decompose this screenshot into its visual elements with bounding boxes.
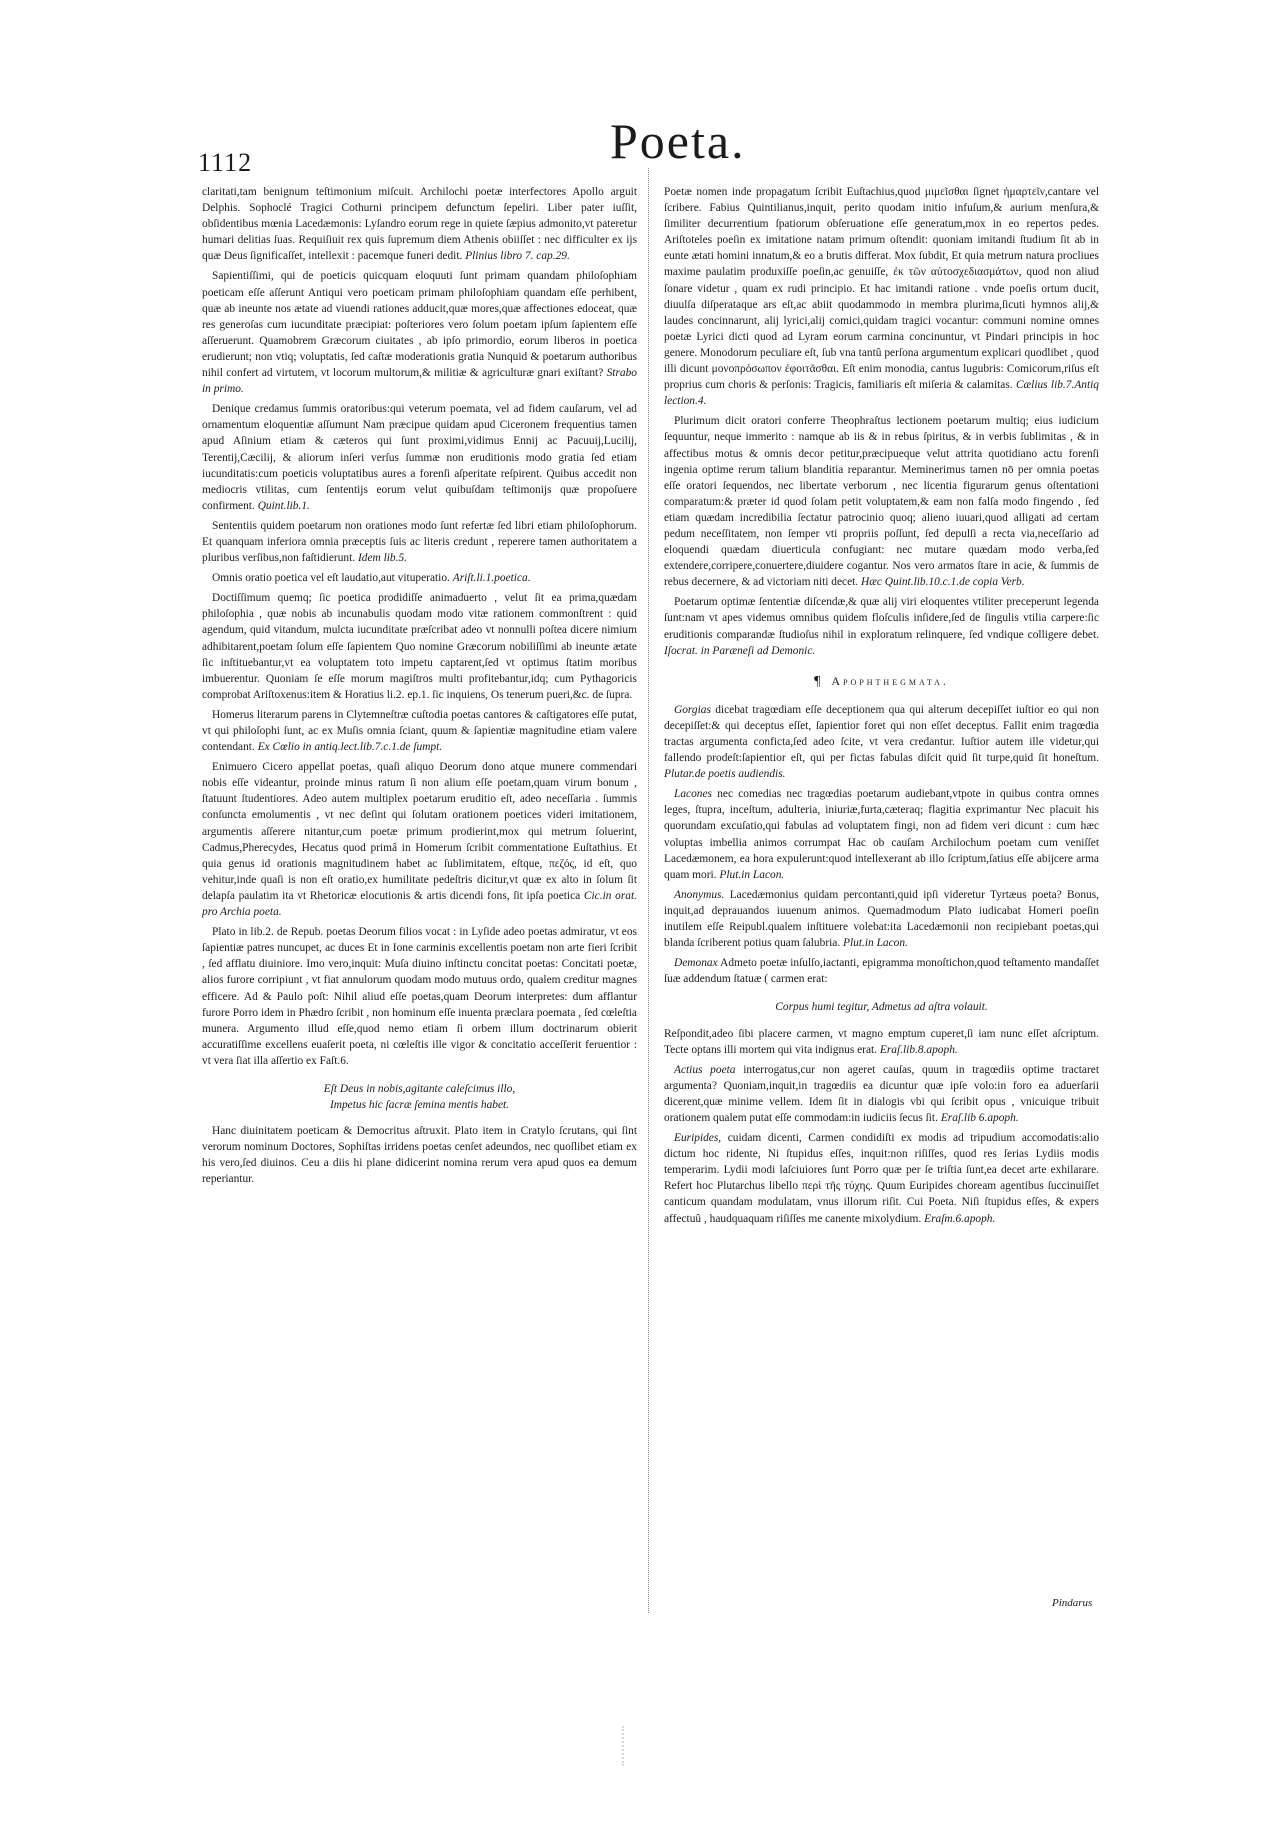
citation: Eraſ.lib 6.apoph. [940, 1111, 1019, 1124]
catchword: Pindarus [1052, 1597, 1093, 1609]
speaker: Lacones [674, 788, 712, 801]
paragraph: Sententiis quidem poetarum non orationes modo ſunt refertæ ſed libri etiam philoſophorum. Et quanquam inferiora omnia præceptis ſuis ac literis credunt , reperere tamen authoritatem a pluribus verſibus,non faſtidierunt. Idem lib.5. [202, 519, 637, 565]
citation: Idem lib.5. [357, 552, 408, 565]
speaker: Gorgias [674, 703, 711, 716]
speaker: Actius poeta [674, 1063, 736, 1076]
paragraph: Plurimum dicit oratori conferre Theophraſtus lectionem poetarum multiq; eius iudicium ſequuntur, neque immerito : namque ab iis & in rebus ſpiritus, & in verbis ſublimitas , & in affectibus motus & omnis decor petitur,præcipueque velut attrita quotidiano actu forenſi ingenia optime rerum talium blanditia reparantur. Meminerimus tamen nō per omnia poetas eſſe oratori ſequendos, nec libertate verborum , nec licentia figurarum genus oſtentationi comparatum:& præter id quod ſolam petit voluptatem,& eam non falſa modo fingendo , ſed etiam quædam incredibilia ſectatur patrocinio quoq; alieno iuuari,quod alligati ad certam pedum neceſſitatem, non ſemper vti propriis poſſunt, ſed depulſi a recta via,neceſſario ad eloquendi quædam diuerticula confugiant: nec mutare quædam modo verba,ſed extendere,corripere,conuertere,diuidere cogantur. Nos vero armatos ſtare in acie, & ſummis de rebus decernere, & ad victoriam niti decet. Hæc Quint.lib.10.c.1.de copia Verb. [664, 415, 1099, 589]
verse-quotation: Corpus humi tegitur, Admetus ad aſtra volauit. [775, 1001, 988, 1014]
left-column [202, 184, 637, 1192]
citation: Ariſt.li.1.poetica. [452, 572, 531, 585]
paragraph: Homerus literarum parens in Clytemneſtræ cuſtodia poetas cantores & caſtigatores eſſe putat, vt qui philoſophi ſunt, ac ex Muſis omnia ſciant, quum & ſapientiæ magnitudine etiam valere contendant. Ex Cœlio in antiq.lect.lib.7.c.1.de ſumpt. [202, 708, 637, 754]
verse-line: Impetus hic ſacræ ſemina mentis habet. [329, 1099, 510, 1112]
paragraph: Reſpondit,adeo ſibi placere carmen, vt magno emptum cuperet,ſi iam nunc eſſet aſcriptum. Tecte optans illi mortem qui vita indignus erat. Eraſ.lib.8.apoph. [664, 1027, 1099, 1056]
paragraph: Plato in lib.2. de Repub. poetas Deorum filios vocat : in Lyſide adeo poetas admiratur, vt eos ſapientiæ patres nuncupet, ac duces Et in Ione carminis excellentis poetam non arte fieri ſcribit , ſed afflatu diuiniore. Imo vero,inquit: Muſa diuino inſtinctu concitat poetas: Concitati poetæ, alios furore corripiunt , vt fiat annulorum quodam modo mutuus ordo, qualem creditur magnes efficere. Ad & Paulo poſt: Nihil aliud eſſe poetas,quam Deorum interpretes: dum afflantur furore Porro idem in Phædro ſcribit , non hominum eſſe inuenta præclara poemata , ſed cœleſtia munera. Argumento illud eſſe,quod nemo etiam ſi orbem illum doctrinarum obierit accuratiſſime excellens euaſerit poeta, ni cœleſtis ille vigor & concitatio acceſſerit feruentior : vt vera ſiat illa aſſertio ex Faſt.6. [202, 926, 637, 1067]
citation: Plut.in Lacon. [843, 937, 908, 950]
apophthegm: Demonax Admeto poetæ inſulſo,iactanti, epigramma monoſtichon,quod teſtamento mandaſſet ſuæ addendum ſtatuæ ( carmen erat: [664, 957, 1099, 986]
page-number: 1112 [198, 148, 253, 177]
paragraph: Enimuero Cicero appellat poetas, quaſi aliquo Deorum dono atque munere commendari nobis eſſe videantur, proinde minus ratum ſi non alium eſſe poetam,quam virum bonum , ſtatuunt ſtudentiores. Adeo autem multiplex poetarum eruditio eſt, adeo neceſſaria . ſummis conſuncta emolumentis , vt nec deſint qui ſolutam orationem poetices videri imitationem, argumentis aſſerere nitantur,cum poetæ primum prodierint,mox qui metrum ſoluerint, Cadmus,Pherecydes, Hecatus quod primâ in Homerum ſcribit commentatione Euſtathius. Et quia genus id orationis magnitudinem habet ac ſublimitatem, eſtque, πεζός, id eſt, quo vehitur,inde quaſi is non eſt oratio,ex humilitate pedeſtris dicitur,vt quæ ex alto in ſolum ſit delapſa paulatim ita vt Rhetoricæ elocutionis & artis dicendi fons, ſit ipſa poetica Cic.in orat. pro Archia poeta. [202, 761, 637, 919]
paragraph: Poetarum optimæ ſententiæ diſcendæ,& quæ alij viri eloquentes vtiliter preceperunt legenda ſunt:nam vt apes videmus omnibus quidem floſculis inſidere,ſed de ſingulis vtilia carpere:ſic eruditionis comparandæ ſtudioſus nihil in exploratum relinquere, ſed vndique colligere debet. Iſocrat. in Paræneſi ad Demonic. [664, 596, 1099, 657]
running-title: Poeta. [610, 113, 746, 169]
apophthegm: Lacones nec comedias nec tragœdias poetarum audiebant,vtpote in quibus contra omnes leges, ſtupra, inceſtum, adulteria, iniuriæ,furta,cæteraq; flagitia exprimantur Nec placuit his quorundam excuſatio,qui fabulas ad voluptatem fingi, non ad fidem veri dicunt : cum hæc voluptas imbellia animos corrumpat Hac ob cauſam Archilochum poetam cum veniſſet Lacedæmonem, ea hora expulerunt:quod intellexerant ab illo ſcriptum,ſatius eſſe abijcere arma quam mori. Plut.in Lacon. [664, 788, 1099, 881]
citation: Ex Cœlio in antiq.lect.lib.7.c.1.de ſumpt. [257, 741, 443, 754]
citation: Plutar.de poetis audiendis. [664, 768, 786, 781]
paragraph: claritati,tam benignum teſtimonium miſcuit. Archilochi poetæ interfectores Apollo arguit Delphis. Sophoclé Tragici Cothurni principem defunctum ſepeliri. Liber pater iuſſit, obſidentibus mœnia Lacedæmonis: Lyſandro eorum rege in quiete ſæpius admonito,vt pateretur humari delitias ſuas. Requiſiuit rex quis ſupremum diem Athenis obiiſſet : nec difficulter ex ijs quæ Deus ſignificaſſet, intellexit : pacemque funeri dedit. Plinius libro 7. cap.29. [202, 186, 637, 263]
citation: Cic.in orat. pro Archia poeta. [202, 889, 637, 919]
speaker: Demonax [674, 957, 718, 970]
citation: Cælius lib.7.Antiq lection.4. [664, 379, 1099, 408]
pilcrow-icon: ¶ [814, 673, 824, 689]
verse-line: Eſt Deus in nobis,agitante caleſcimus illo, [323, 1082, 516, 1095]
citation: Strabo in primo. [202, 367, 637, 396]
paragraph: Sapientiſſimi, qui de poeticis quicquam eloquuti ſunt primam quandam philoſophiam poeticam eſſe aſſerunt Antiqui vero poeticam primam philoſophiam quandam eſſe perhibent, quæ ab ineunte nos ætate ad viuendi rationes adducit,quæ mores,quæ affectiones edoceat, quæ res generoſas cum iucunditate præcipiat: poſteriores vero ſolum poetam ipſum ſapientem eſſe aſſeruerunt. Quamobrem Græcorum ciuitates , ab ipſo primordio, eorum liberos in poetica erudierunt; non vtiq; voluptatis, ſed caſtæ moderationis gratia Nunquid & poetarum authoribus nihil confert ad virtutem, vt locorum multorum,& militiæ & agriculturæ gnari exiſtant? Strabo in primo. [202, 270, 637, 396]
citation: Eraſ.lib.8.apoph. [879, 1043, 958, 1056]
paragraph: Doctiſſimum quemq; ſic poetica prodidiſſe animaduerto , velut ſit ea prima,quædam philoſophia , quæ nobis ab incunabulis quodam modo vitæ rationem commonſtrent : quid agendum, quid vitandum, mulcta iucunditate præſcribat adeo vt nonnulli poſtea dicere nimium adhibitarent,poetam ſolum eſſe ſapientem Quo nomine Græcorum nobiliſſimi ab ineunte ætate ſic inſtituebantur,vt ea voluptatem toto impetu captarent,ſed vt optimus ſtatim moribus imbuerentur. Quoniam ſe eſſe morum magiſtros multi profitebantur,idq; cum Pythagoricis comprobat Ariſtoxenus:item & Horatius li.2. ep.1. ſic inquiens, Os tenerum pueri,&c. de ſupra. [202, 592, 637, 701]
citation: Hæc Quint.lib.10.c.1.de copia Verb. [861, 576, 1025, 589]
verse-quotation [202, 1081, 637, 1113]
citation: Eraſm.6.apoph. [924, 1212, 996, 1225]
citation: Quint.lib.1. [257, 499, 310, 512]
apophthegm: Anonymus. Lacedæmonius quidam percontanti,quid ipſi videretur Tyrtæus poeta? Bonus, inquit,ad deprauandos iuuenum animos. Quemadmodum Plato iudicabat Homeri poeſin inutilem eſſe Reipubl.qualem inſtituere volebat:ita Lacedæmonii non recipiebant poetas,qui blanda ſcriberent potius quam ſalubria. Plut.in Lacon. [664, 888, 1100, 950]
apophthegm: Gorgias dicebat tragœdiam eſſe deceptionem qua qui alterum decepiſſet iuſtior eo qui non decepiſſet:& qui deceptus eſſet, ſapientior foret qui non eſſet deceptus. Fallit enim tragœdia tractas argumenta conficta,ſed adeo ſcite, vt vera credantur. Iuſtior autem ille videtur,qui fallendo prodeſt:ſapientior eſt, qui per fictas fabulas diſcit quid ſit turpe,quid ſit honeſtum. Plutar.de poetis audiendis. [664, 703, 1099, 781]
citation: Plut.in Lacon. [719, 868, 785, 881]
paper-blemish [622, 1726, 636, 1766]
citation: Plinius libro 7. cap.29. [465, 250, 570, 263]
right-column [664, 184, 1099, 1231]
paragraph: Hanc diuinitatem poeticam & Democritus aſtruxit. Plato item in Cratylo ſcrutans, qui ſint verorum nominum Doctores, Sophiſtas irridens poetas cenſet adeundos, nec quoſlibet etiam ex his vero,ſed diuinos. Ceu a diis hi plane didicerint nomina rerum vera apud quos ea demum reperiantur. [202, 1125, 637, 1186]
paragraph: Omnis oratio poetica vel eſt laudatio,aut vituperatio. Ariſt.li.1.poetica. [212, 572, 531, 585]
apophthegm: Actius poeta interrogatus,cur non ageret cauſas, quum in tragœdiis optime tractaret argumenta? Quoniam,inquit,in tragœdiis ea dicuntur quæ ipſe volo:in foro ea aduerſarii dicerent,quæ minime vellem. Idem ſit in dialogis vbi qui ſcribit opus , vnicuique tribuit orationem qualem putat eſſe commodam:in iudiciis ſecus ſit. Eraſ.lib 6.apoph. [664, 1063, 1099, 1124]
speaker: Anonymus. [674, 888, 725, 901]
paragraph: Poetæ nomen inde propagatum ſcribit Euſtachius,quod μιμεῖσθαι ſignet ἡμαρτεῖν,cantare vel ſcribere. Fabius Quintilianus,inquit, perito quodam initio infuſum,& aurium menſura,& ſimiliter decurrentium ſpatiorum obſeruatione eſſe generatum,mox in eo repertos pedes. Ariſtoteles poeſin ex imitatione natam primum oſtendit: quoniam imitandi ſtudium ſit ab in eunte ætati homini innatum,& eo a brutis differat. Mox ſubdit, Et quia metrum natura procliues maxime paulatim produxiſſe poeſin,ac genuiſſe, ἐκ τῶν αὐτοσχεδιασμάτων, quod non aliud ſonare videtur , quam ex rudi principio. Et hac imitandi ratione . vnde poeſis ortum ducit, diuulſa diſperataque ars eſt,ac abiit quodammodo in membra plurima,ſicuti hymnos alij,& laudes concinnarunt, alij lyrici,alij comici,quidam tragici vocantur: communi nomine omnes poetæ Lyrici dicti quod ad Lyram eorum carmina concinuntur, vt Pindari principis in hoc genere. Monodorum peculiare eſt, ſub vna tantû perſona argumentum explicari quodlibet , quod illi dicunt μονοπρόσωπον ἐφοιτᾶσθαι. Eſt enim monodia, cantus lugubris: Comicorum,riſus eſt proprius cum choris & perſonis: Tragicis, familiaris eſt miſeria & calamitas. Cælius lib.7.Antiq lection.4. [664, 186, 1099, 408]
section-heading: ¶ Apophthegmata. [814, 673, 949, 689]
speaker: Euripides, [674, 1132, 722, 1145]
paragraph: Denique credamus ſummis oratoribus:qui veterum poemata, vel ad fidem cauſarum, vel ad ornamentum eloquentiæ aſſumunt Nam præcipue quidam apud Ciceronem frequentius tamen apud Aſinium etiam & cæteros qui ſunt proximi,vidimus Ennij ac Pacuuij,Lucilij, Terentij,Cæcilij, & aliorum inſeri verſus ſummæ non eruditionis modo gratia ſed etiam iucunditatis:cum poeticis voluptatibus aures a forenſi aſperitate reſpirent. Quibus accedit non mediocris vtilitas, cum ſententijs eorum velut quibuſdam teſtimonijs quæ propoſuere confirment. Quint.lib.1. [202, 403, 637, 512]
column-divider [648, 168, 649, 1613]
apophthegm: Euripides, cuidam dicenti, Carmen condidiſti ex modis ad tripudium accomodatis:alio dictum hoc ridente, Ni ſtupidus eſſes, inquit:non riſiſſes, quod res ſerias Lydiis modis temperarim. Lydii modi laſciuiores ſunt Porro quæ per ſe triſtia ſunt,ea decet arte exhilarare. Refert hoc Plutarchus libello περὶ τῆς τύχης. Quum Euripides choream agentibus ſuccinuiſſet canticum quandam modulatam, vnus illorum riſit. Cui Poeta. Niſi ſtupidus eſſes, & expers affectuû , haudquaquam riſiſſes me canente mixolydium. Eraſm.6.apoph. [664, 1132, 1099, 1225]
citation: Iſocrat. in Paræneſi ad Demonic. [664, 644, 816, 657]
